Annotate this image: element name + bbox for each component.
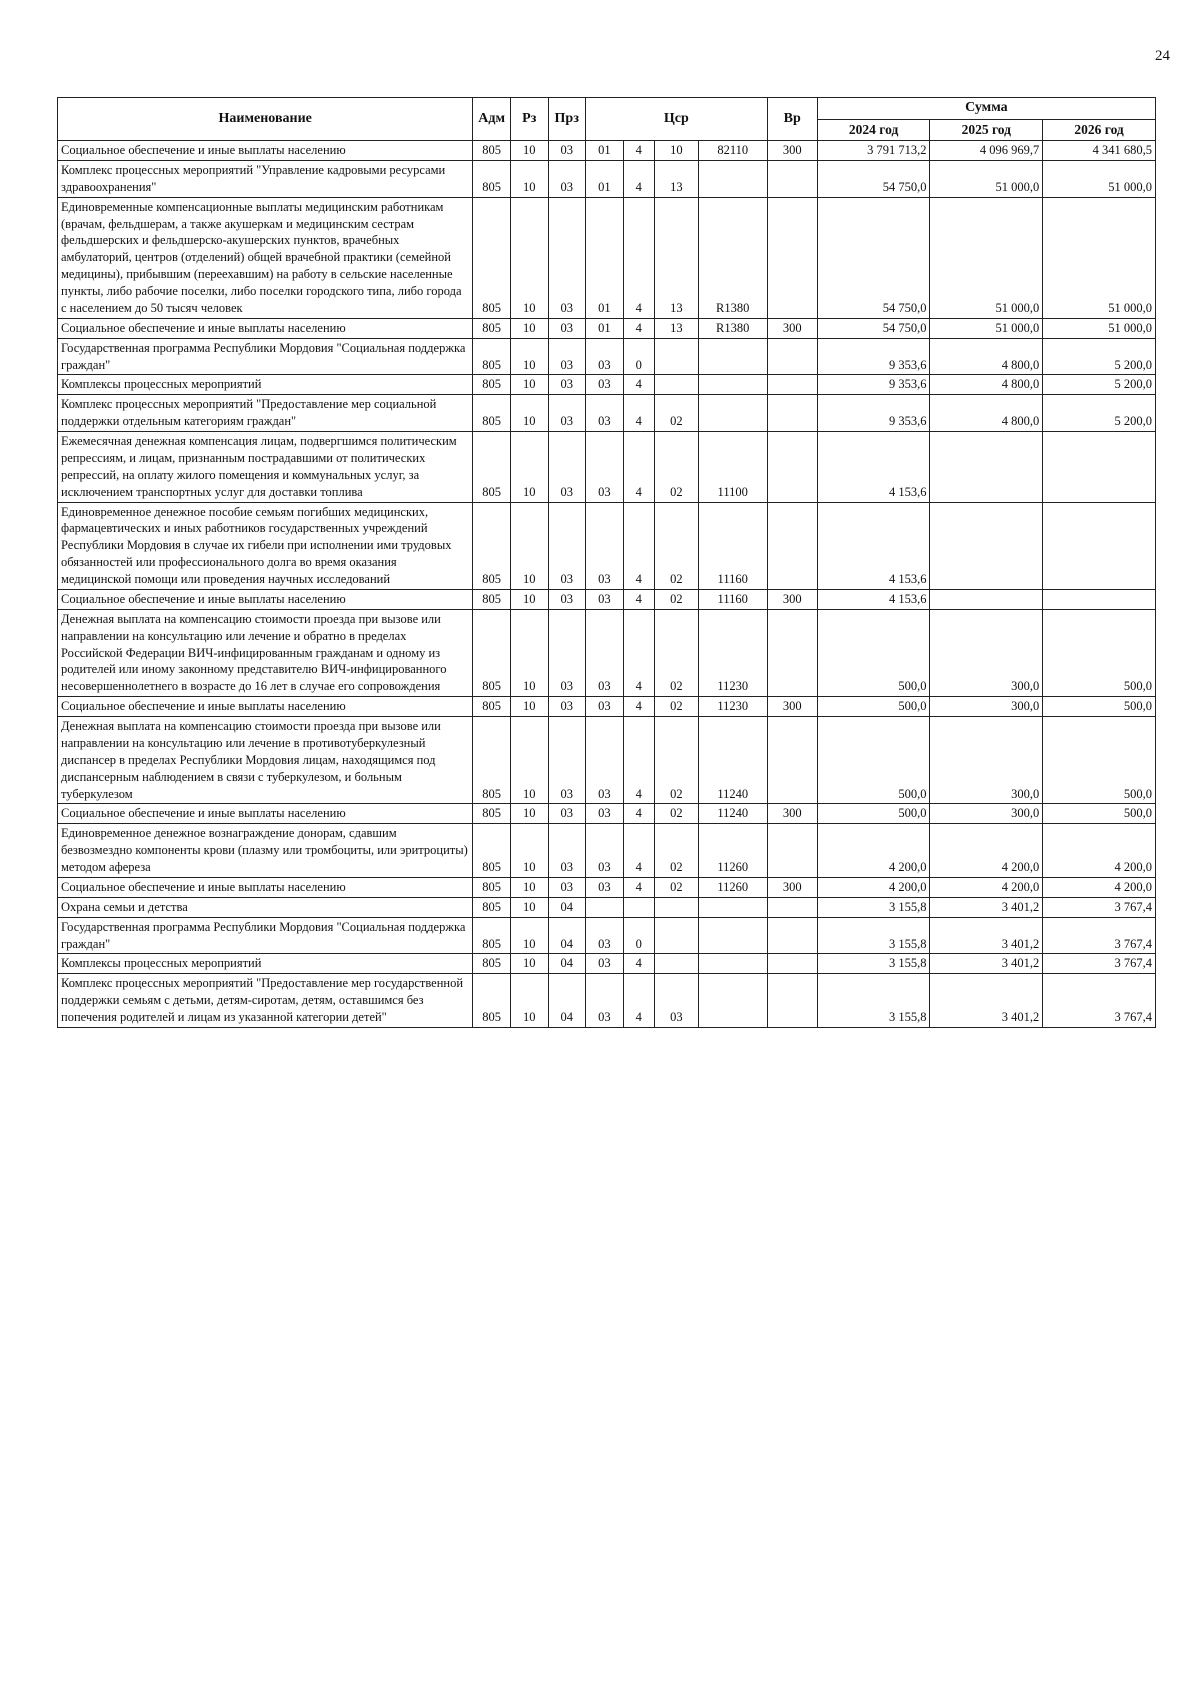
cell-adm: 805	[473, 954, 511, 974]
cell-csr-type: 4	[623, 141, 654, 161]
cell-csr-complex: 03	[654, 974, 698, 1028]
table-row	[58, 717, 1156, 804]
cell-sum-2026	[1043, 502, 1156, 589]
cell-name: Охрана семьи и детства	[58, 897, 473, 917]
table-row	[58, 589, 1156, 609]
cell-rz: 10	[510, 609, 548, 696]
cell-rz: 10	[510, 897, 548, 917]
col-header-csr: Цср	[586, 98, 768, 141]
cell-csr-type: 4	[623, 954, 654, 974]
cell-rz: 10	[510, 338, 548, 375]
cell-sum-2025: 4 200,0	[930, 824, 1043, 878]
cell-csr-type: 4	[623, 160, 654, 197]
cell-prz: 04	[548, 954, 586, 974]
cell-csr-type: 4	[623, 395, 654, 432]
cell-csr-program: 03	[586, 338, 624, 375]
cell-name: Единовременное денежное вознаграждение донорам, сдавшим безвозмездно компоненты крови (плазму или тромбоциты, или эритроциты) методом афереза	[58, 824, 473, 878]
cell-csr-type: 4	[623, 697, 654, 717]
cell-name: Комплексы процессных мероприятий	[58, 954, 473, 974]
cell-sum-2025: 51 000,0	[930, 318, 1043, 338]
cell-rz: 10	[510, 917, 548, 954]
cell-sum-2024: 54 750,0	[817, 197, 930, 318]
cell-csr-direction: 11230	[698, 609, 767, 696]
cell-prz: 03	[548, 804, 586, 824]
cell-name: Социальное обеспечение и иные выплаты населению	[58, 877, 473, 897]
cell-name: Комплекс процессных мероприятий "Предоставление мер социальной поддержки отдельным категориям граждан"	[58, 395, 473, 432]
cell-vr	[767, 897, 817, 917]
cell-sum-2026: 5 200,0	[1043, 375, 1156, 395]
cell-csr-direction	[698, 338, 767, 375]
cell-csr-program	[586, 897, 624, 917]
cell-csr-direction	[698, 375, 767, 395]
cell-csr-direction	[698, 395, 767, 432]
cell-sum-2024: 4 200,0	[817, 824, 930, 878]
cell-csr-direction	[698, 917, 767, 954]
cell-adm: 805	[473, 318, 511, 338]
cell-rz: 10	[510, 589, 548, 609]
cell-csr-direction	[698, 954, 767, 974]
cell-name: Комплексы процессных мероприятий	[58, 375, 473, 395]
cell-sum-2024: 3 155,8	[817, 974, 930, 1028]
table-row	[58, 824, 1156, 878]
cell-sum-2024: 4 153,6	[817, 502, 930, 589]
cell-rz: 10	[510, 954, 548, 974]
cell-sum-2026: 3 767,4	[1043, 954, 1156, 974]
col-header-vr: Вр	[767, 98, 817, 141]
cell-name: Комплекс процессных мероприятий "Предоставление мер государственной поддержки семьям с детьми, детям-сиротам, детям, оставшимся без попечения родителей и лицам из указанной категории детей"	[58, 974, 473, 1028]
cell-adm: 805	[473, 804, 511, 824]
cell-csr-program: 01	[586, 160, 624, 197]
cell-name: Денежная выплата на компенсацию стоимости проезда при вызове или направлении на консультацию или лечение и обратно в пределах Российской Федерации ВИЧ-инфицированным гражданам и одному из родителей или иному законному представителю ВИЧ-инфицированного несовершеннолетнего в возрасте до 16 лет в случае его сопровождения	[58, 609, 473, 696]
cell-sum-2025	[930, 432, 1043, 503]
cell-prz: 03	[548, 432, 586, 503]
cell-sum-2024: 500,0	[817, 609, 930, 696]
cell-sum-2026: 51 000,0	[1043, 197, 1156, 318]
cell-sum-2025: 3 401,2	[930, 917, 1043, 954]
cell-csr-program: 03	[586, 917, 624, 954]
cell-sum-2026: 500,0	[1043, 609, 1156, 696]
cell-vr	[767, 824, 817, 878]
table-row	[58, 502, 1156, 589]
cell-sum-2026: 5 200,0	[1043, 395, 1156, 432]
cell-rz: 10	[510, 974, 548, 1028]
table-row	[58, 338, 1156, 375]
cell-csr-complex	[654, 338, 698, 375]
cell-csr-program: 03	[586, 375, 624, 395]
cell-csr-type: 4	[623, 502, 654, 589]
cell-csr-complex: 02	[654, 502, 698, 589]
cell-sum-2026: 500,0	[1043, 697, 1156, 717]
cell-csr-direction: 11100	[698, 432, 767, 503]
cell-csr-program: 03	[586, 502, 624, 589]
cell-sum-2025: 3 401,2	[930, 954, 1043, 974]
cell-csr-type: 4	[623, 589, 654, 609]
cell-sum-2025: 300,0	[930, 609, 1043, 696]
cell-csr-type: 4	[623, 974, 654, 1028]
cell-vr: 300	[767, 141, 817, 161]
cell-sum-2024: 3 155,8	[817, 954, 930, 974]
cell-adm: 805	[473, 717, 511, 804]
cell-csr-complex: 10	[654, 141, 698, 161]
cell-sum-2024: 500,0	[817, 697, 930, 717]
cell-name: Социальное обеспечение и иные выплаты населению	[58, 141, 473, 161]
cell-csr-type: 4	[623, 717, 654, 804]
cell-sum-2026: 5 200,0	[1043, 338, 1156, 375]
cell-sum-2026: 4 200,0	[1043, 824, 1156, 878]
col-header-prz: Прз	[548, 98, 586, 141]
cell-sum-2025: 3 401,2	[930, 974, 1043, 1028]
cell-prz: 03	[548, 395, 586, 432]
cell-csr-direction: 11160	[698, 589, 767, 609]
cell-csr-complex: 02	[654, 697, 698, 717]
cell-vr	[767, 609, 817, 696]
cell-sum-2026: 4 200,0	[1043, 877, 1156, 897]
table-row	[58, 160, 1156, 197]
cell-csr-complex: 02	[654, 717, 698, 804]
cell-rz: 10	[510, 824, 548, 878]
cell-adm: 805	[473, 338, 511, 375]
cell-prz: 03	[548, 160, 586, 197]
cell-csr-direction: R1380	[698, 318, 767, 338]
cell-prz: 03	[548, 318, 586, 338]
cell-prz: 03	[548, 697, 586, 717]
cell-csr-program: 03	[586, 717, 624, 804]
table-row	[58, 375, 1156, 395]
cell-sum-2026: 3 767,4	[1043, 974, 1156, 1028]
cell-sum-2024: 4 200,0	[817, 877, 930, 897]
table-row	[58, 974, 1156, 1028]
cell-sum-2025: 300,0	[930, 804, 1043, 824]
cell-csr-complex: 02	[654, 609, 698, 696]
cell-csr-complex: 02	[654, 395, 698, 432]
col-header-adm: Адм	[473, 98, 511, 141]
cell-csr-direction: 82110	[698, 141, 767, 161]
cell-csr-direction	[698, 974, 767, 1028]
cell-csr-program: 03	[586, 954, 624, 974]
cell-prz: 03	[548, 338, 586, 375]
cell-adm: 805	[473, 502, 511, 589]
page-number: 24	[1155, 48, 1170, 64]
cell-name: Единовременные компенсационные выплаты медицинским работникам (врачам, фельдшерам, а также акушеркам и медицинским сестрам фельдшерских и фельдшерско-акушерских пунктов, врачебных амбулаторий, центров (отделений) общей врачебной практики (семейной медицины), прибывшим (переехавшим) на работу в сельские населенные пункты, либо рабочие поселки, либо поселки городского типа, либо города с населением до 50 тысяч человек	[58, 197, 473, 318]
cell-sum-2026: 500,0	[1043, 804, 1156, 824]
cell-csr-type: 0	[623, 917, 654, 954]
cell-rz: 10	[510, 697, 548, 717]
cell-csr-type: 4	[623, 877, 654, 897]
cell-prz: 04	[548, 917, 586, 954]
cell-sum-2025: 4 800,0	[930, 338, 1043, 375]
cell-sum-2026: 51 000,0	[1043, 318, 1156, 338]
cell-vr	[767, 197, 817, 318]
cell-sum-2025: 4 200,0	[930, 877, 1043, 897]
cell-rz: 10	[510, 804, 548, 824]
cell-vr: 300	[767, 804, 817, 824]
cell-rz: 10	[510, 197, 548, 318]
cell-name: Государственная программа Республики Мордовия "Социальная поддержка граждан"	[58, 338, 473, 375]
cell-csr-direction: 11160	[698, 502, 767, 589]
cell-rz: 10	[510, 141, 548, 161]
cell-sum-2024: 9 353,6	[817, 395, 930, 432]
cell-csr-program: 01	[586, 197, 624, 318]
cell-csr-type: 4	[623, 375, 654, 395]
cell-csr-direction: 11260	[698, 824, 767, 878]
cell-csr-direction	[698, 897, 767, 917]
cell-csr-direction	[698, 160, 767, 197]
cell-sum-2025: 4 800,0	[930, 375, 1043, 395]
cell-rz: 10	[510, 318, 548, 338]
cell-name: Государственная программа Республики Мордовия "Социальная поддержка граждан"	[58, 917, 473, 954]
cell-vr: 300	[767, 589, 817, 609]
cell-csr-complex	[654, 897, 698, 917]
table-row	[58, 432, 1156, 503]
cell-csr-program: 03	[586, 697, 624, 717]
cell-sum-2026: 3 767,4	[1043, 917, 1156, 954]
cell-sum-2024: 4 153,6	[817, 589, 930, 609]
cell-csr-complex: 13	[654, 318, 698, 338]
cell-sum-2024: 9 353,6	[817, 375, 930, 395]
cell-name: Ежемесячная денежная компенсация лицам, подвергшимся политическим репрессиям, и лицам, признанным пострадавшими от политических репрессий, на оплату жилого помещения и коммунальных услуг, за исключением транспортных услуг для доставки топлива	[58, 432, 473, 503]
table-row	[58, 877, 1156, 897]
table-row	[58, 804, 1156, 824]
cell-sum-2026: 4 341 680,5	[1043, 141, 1156, 161]
table-row	[58, 318, 1156, 338]
cell-sum-2024: 500,0	[817, 717, 930, 804]
cell-adm: 805	[473, 375, 511, 395]
cell-sum-2025: 3 401,2	[930, 897, 1043, 917]
cell-csr-complex: 02	[654, 589, 698, 609]
cell-prz: 03	[548, 877, 586, 897]
table-body	[58, 141, 1156, 1028]
cell-name: Социальное обеспечение и иные выплаты населению	[58, 318, 473, 338]
cell-rz: 10	[510, 432, 548, 503]
cell-csr-type	[623, 897, 654, 917]
cell-rz: 10	[510, 395, 548, 432]
cell-adm: 805	[473, 589, 511, 609]
cell-csr-complex: 13	[654, 160, 698, 197]
cell-csr-type: 4	[623, 432, 654, 503]
cell-prz: 03	[548, 375, 586, 395]
cell-sum-2024: 9 353,6	[817, 338, 930, 375]
cell-adm: 805	[473, 395, 511, 432]
cell-vr	[767, 432, 817, 503]
col-header-sum: Сумма	[817, 98, 1155, 120]
table-row	[58, 395, 1156, 432]
cell-csr-type: 4	[623, 824, 654, 878]
cell-prz: 03	[548, 824, 586, 878]
col-header-2024: 2024 год	[817, 119, 930, 140]
col-header-rz: Рз	[510, 98, 548, 141]
col-header-2026: 2026 год	[1043, 119, 1156, 140]
cell-csr-program: 03	[586, 877, 624, 897]
cell-vr	[767, 375, 817, 395]
cell-csr-complex: 13	[654, 197, 698, 318]
cell-sum-2024: 3 791 713,2	[817, 141, 930, 161]
cell-prz: 03	[548, 717, 586, 804]
cell-prz: 03	[548, 141, 586, 161]
cell-csr-direction: 11240	[698, 717, 767, 804]
cell-sum-2025: 4 096 969,7	[930, 141, 1043, 161]
cell-vr	[767, 974, 817, 1028]
table-row	[58, 897, 1156, 917]
cell-adm: 805	[473, 897, 511, 917]
cell-adm: 805	[473, 917, 511, 954]
table-header	[58, 98, 1156, 141]
cell-prz: 04	[548, 897, 586, 917]
cell-csr-program: 03	[586, 824, 624, 878]
cell-rz: 10	[510, 160, 548, 197]
cell-adm: 805	[473, 824, 511, 878]
cell-csr-program: 01	[586, 318, 624, 338]
cell-sum-2026: 3 767,4	[1043, 897, 1156, 917]
cell-csr-program: 03	[586, 974, 624, 1028]
table-row	[58, 609, 1156, 696]
cell-rz: 10	[510, 717, 548, 804]
cell-rz: 10	[510, 502, 548, 589]
cell-sum-2026: 51 000,0	[1043, 160, 1156, 197]
cell-csr-program: 03	[586, 589, 624, 609]
cell-vr	[767, 502, 817, 589]
cell-sum-2025: 300,0	[930, 697, 1043, 717]
cell-vr	[767, 160, 817, 197]
cell-sum-2025: 4 800,0	[930, 395, 1043, 432]
cell-name: Единовременное денежное пособие семьям погибших медицинских, фармацевтических и иных работников государственных учреждений Республики Мордовия в случае их гибели при исполнении ими трудовых обязанностей или профессионального долга во время оказания медицинской помощи или проведения научных исследований	[58, 502, 473, 589]
cell-sum-2024: 54 750,0	[817, 160, 930, 197]
cell-csr-program: 03	[586, 395, 624, 432]
cell-adm: 805	[473, 432, 511, 503]
cell-rz: 10	[510, 375, 548, 395]
cell-adm: 805	[473, 974, 511, 1028]
cell-sum-2026	[1043, 589, 1156, 609]
cell-adm: 805	[473, 697, 511, 717]
cell-name: Социальное обеспечение и иные выплаты населению	[58, 589, 473, 609]
cell-name: Комплекс процессных мероприятий "Управление кадровыми ресурсами здравоохранения"	[58, 160, 473, 197]
cell-sum-2024: 500,0	[817, 804, 930, 824]
cell-adm: 805	[473, 877, 511, 897]
cell-sum-2026: 500,0	[1043, 717, 1156, 804]
cell-prz: 03	[548, 197, 586, 318]
cell-name: Денежная выплата на компенсацию стоимости проезда при вызове или направлении на консультацию или лечение в противотуберкулезный диспансер в пределах Республики Мордовия лицам, находящимся под диспансерным наблюдением в связи с туберкулезом, и больным туберкулезом	[58, 717, 473, 804]
cell-adm: 805	[473, 141, 511, 161]
cell-sum-2025	[930, 502, 1043, 589]
cell-sum-2025	[930, 589, 1043, 609]
cell-csr-complex: 02	[654, 432, 698, 503]
cell-name: Социальное обеспечение и иные выплаты населению	[58, 804, 473, 824]
cell-vr	[767, 338, 817, 375]
table-row	[58, 917, 1156, 954]
cell-csr-direction: 11260	[698, 877, 767, 897]
cell-sum-2026	[1043, 432, 1156, 503]
cell-csr-program: 03	[586, 804, 624, 824]
cell-prz: 04	[548, 974, 586, 1028]
cell-csr-type: 4	[623, 318, 654, 338]
cell-name: Социальное обеспечение и иные выплаты населению	[58, 697, 473, 717]
table-row	[58, 197, 1156, 318]
cell-csr-program: 03	[586, 609, 624, 696]
cell-prz: 03	[548, 502, 586, 589]
cell-sum-2024: 3 155,8	[817, 917, 930, 954]
cell-vr: 300	[767, 318, 817, 338]
cell-csr-complex: 02	[654, 877, 698, 897]
cell-csr-program: 03	[586, 432, 624, 503]
cell-rz: 10	[510, 877, 548, 897]
table-row	[58, 697, 1156, 717]
cell-csr-type: 0	[623, 338, 654, 375]
cell-csr-complex: 02	[654, 824, 698, 878]
cell-vr: 300	[767, 697, 817, 717]
cell-prz: 03	[548, 609, 586, 696]
cell-csr-type: 4	[623, 804, 654, 824]
cell-sum-2025: 300,0	[930, 717, 1043, 804]
cell-sum-2024: 54 750,0	[817, 318, 930, 338]
cell-vr	[767, 917, 817, 954]
cell-sum-2025: 51 000,0	[930, 160, 1043, 197]
cell-csr-type: 4	[623, 609, 654, 696]
table-row	[58, 954, 1156, 974]
cell-csr-program: 01	[586, 141, 624, 161]
cell-adm: 805	[473, 197, 511, 318]
cell-csr-complex	[654, 375, 698, 395]
table-row	[58, 141, 1156, 161]
cell-adm: 805	[473, 609, 511, 696]
cell-csr-complex	[654, 917, 698, 954]
cell-csr-complex	[654, 954, 698, 974]
cell-vr: 300	[767, 877, 817, 897]
col-header-name: Наименование	[58, 98, 473, 141]
cell-csr-direction: 11240	[698, 804, 767, 824]
cell-sum-2025: 51 000,0	[930, 197, 1043, 318]
col-header-2025: 2025 год	[930, 119, 1043, 140]
cell-vr	[767, 954, 817, 974]
cell-csr-direction: 11230	[698, 697, 767, 717]
cell-prz: 03	[548, 589, 586, 609]
cell-csr-direction: R1380	[698, 197, 767, 318]
cell-csr-type: 4	[623, 197, 654, 318]
cell-adm: 805	[473, 160, 511, 197]
cell-vr	[767, 717, 817, 804]
cell-sum-2024: 3 155,8	[817, 897, 930, 917]
budget-table	[57, 97, 1156, 1028]
cell-sum-2024: 4 153,6	[817, 432, 930, 503]
cell-vr	[767, 395, 817, 432]
cell-csr-complex: 02	[654, 804, 698, 824]
